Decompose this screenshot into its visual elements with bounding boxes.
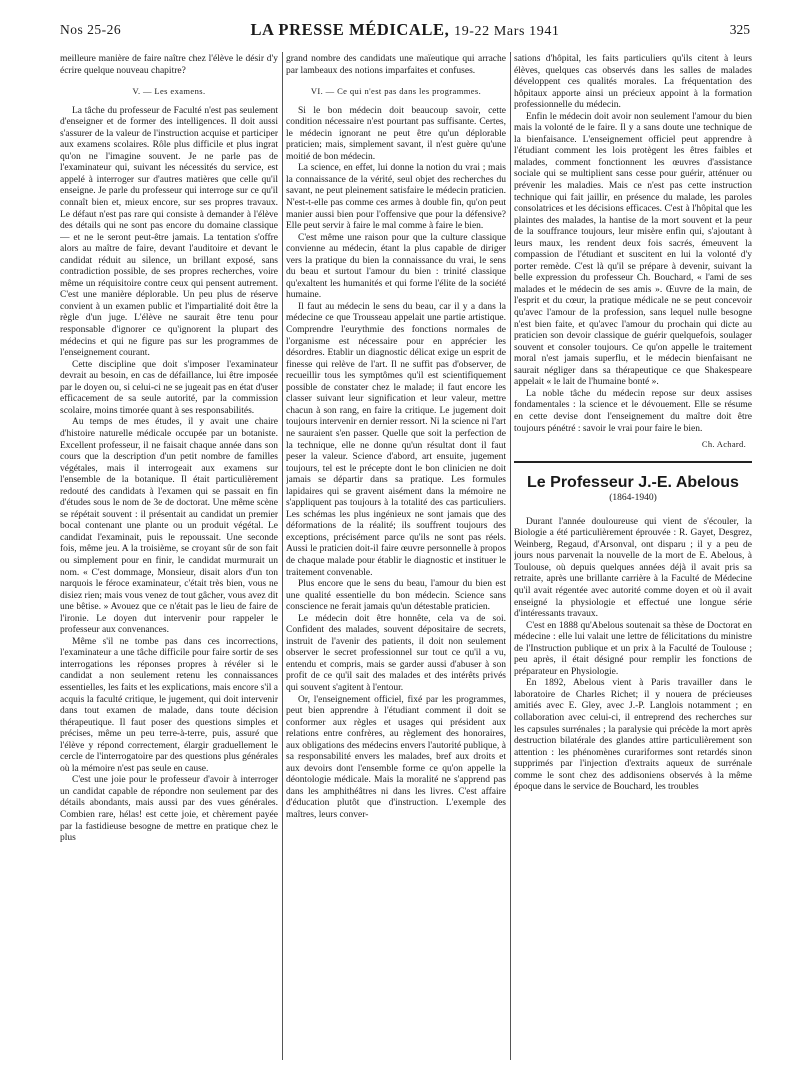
paragraph: C'est même une raison pour que la culture classique convienne au médecin, étant la plus capable de diriger vers la pratique du bien la connaissance du vrai, le sens du beau et surtout l'amour du bien : trinité classique qu'exaltent les humanités et qui forme l'élite de la société humaine. (286, 232, 506, 301)
paragraph: Si le bon médecin doit beaucoup savoir, cette condition nécessaire n'est pourtant pas suffisante. Certes, le médecin ignorant ne peut être qu'un déplorable praticien; mais, simplement savant, il n'est guère qu'une moitié de bon médecin. (286, 105, 506, 162)
paragraph: grand nombre des candidats une maïeutique qui arrache par lambeaux des notions imparfaites et confuses. (286, 54, 506, 76)
paragraph: La noble tâche du médecin repose sur deux assises fondamentales : la science et le dévouement. Elle se résume en cette devise dont l'enseignement du maître doit être toujours pénétré : savoir le vrai pour faire le bien. (514, 388, 752, 434)
paragraph: Cette discipline que doit s'imposer l'examinateur devrait au besoin, en cas de défaillance, lui être imposée par le doyen ou, si celui-ci ne se jugeait pas en état d'user efficacement de sa seule autorité, par la commission scolaire, moins timorée quant à ses responsabilités. (60, 359, 278, 416)
journal-title: LA PRESSE MÉDICALE, (250, 20, 450, 39)
issue-dates: 19-22 Mars 1941 (454, 24, 560, 39)
section-heading: VI. — Ce qui n'est pas dans les programmes. (310, 86, 482, 97)
column-1 (60, 54, 278, 1064)
author-signature: Ch. Achard. (701, 439, 746, 450)
journal-header (60, 20, 750, 40)
column-2 (286, 54, 506, 1064)
paragraph: La tâche du professeur de Faculté n'est pas seulement d'enseigner et de former des intelligences. Il doit aussi s'assurer de la valeur de l'instruction acquise et participer aux examens scolaires. Rôle plus difficile et plus ingrat qu'on ne l'imagine souvent. Je ne parle pas de l'examinateur qui, suivant les nécessités du service, est appelé à interroger sur d'autres matières que celle qu'il enseigne. Je parle du professeur qui interroge sur ce qu'il connaît bien et, mieux encore, sur ses propres travaux. Le défaut n'est pas rare qui consiste à demander à l'élève des détails qui ne sont pas encore du domaine classique — et ne le seront peut-être jamais. La tentation s'offre alors au maître de faire, devant l'auditoire et devant le candidat réduit au silence, un brillant exposé, sans contradiction possible, de ses propres recherches, voire même un réquisitoire contre ceux qui pensent autrement. C'est une manière déplorable. Un peu plus de réserve convient à un examen public et l'impartialité doit être la règle d'un juge. L'élève ne saurait être tenu pour responsable d'ignorer ce qu'ignorent la plupart des médecins et qui ne figure pas sur les programmes de l'enseignement courant. (60, 105, 278, 359)
paragraph: C'est une joie pour le professeur d'avoir à interroger un candidat capable de répondre non seulement par des détails abondants, mais aussi par des vues générales. Combien rare, hélas! est cette joie, et chèrement payée par la fastidieuse besogne de mettre en pratique chez le plus (60, 775, 278, 844)
paragraph: Il faut au médecin le sens du beau, car il y a dans la médecine ce que Trousseau appelait une partie artistique. Comprendre l'eurythmie des fonctions normales de l'organisme est nécessaire pour en apprécier les désordres. Etablir un diagnostic délicat exige un esprit de finesse qui relève de l'art. Il ne suffit pas d'observer, de recueillir tous les symptômes qu'il est scientifiquement possible de constater chez le malade; il faut encore les classer suivant leur signification et leur valeur, mettre chacun à son rang, en faire la critique. Le jugement doit toujours intervenir en dernier ressort. Ni la science ni l'art ne sauraient s'en passer. Quelle que soit la perfection de la technique, elle ne donne qu'un résultat dont il faut peser la valeur. Science d'abord, art ensuite, jugement toujours, tel est le précepte dont le bon clinicien ne doit jamais se départir dans sa pratique. Les formules lapidaires qui se gravent aisément dans la mémoire ne s'appliquent pas toujours à la totalité des cas particuliers. Les schémas les plus ingénieux ne sont jamais que des déformations de la réalité; ils souffrent toujours des exceptions, précisément parce qu'ils ne sont pas réels. Aussi le praticien doit-il faire œuvre personnelle à propos de chaque malade pour établir le diagnostic et instituer le traitement convenable. (286, 301, 506, 578)
paragraph: Or, l'enseignement officiel, fixé par les programmes, peut bien apprendre à l'étudiant comment il doit se conformer aux règles et usages qui président aux relations entre confrères, au règlement des honoraires, aux obligations des médecins envers l'autorité publique, à sa responsabilité envers les malades, bref aux droits et aux devoirs dont l'ensemble forme ce qu'on appelle la déontologie médicale. Mais la moralité ne s'apprend pas dans les amphithéâtres ni dans les livres. C'est affaire d'éducation plutôt que d'instruction. L'exemple des maîtres, leurs conver- (286, 694, 506, 820)
section-heading: V. — Les examens. (132, 86, 206, 97)
paragraph: Même s'il ne tombe pas dans ces incorrections, l'examinateur a une tâche difficile pour faire sortir de ses interrogations les réponses propres à révéler si le candidat a non seulement retenu les connaissances essentielles, les faits et les explications, mais encore s'il a acquis la faculté critique, le jugement, qui doit intervenir dans tout examen de malade, dans toute décision thérapeutique. Il faut poser des questions simples et précises, même un peu terre-à-terre, puis, assuré que l'élève y répond correctement, élargir graduellement le cercle de l'interrogatoire par des questions plus générales où la mémoire n'est pas seule en cause. (60, 636, 278, 774)
page-header (60, 20, 750, 40)
paragraph: En 1892, Abelous vient à Paris travailler dans le laboratoire de Charles Richet; il y nouera de précieuses amitiés avec E. Gley, avec J.-P. Langlois notamment ; en collaboration avec celui-ci, il entreprend des recherches sur les capsules surrénales ; la paralysie qui précède la mort après destruction bilatérale des glandes attire particulièrement son attention : les phénomènes curariformes sont retardés sinon supprimés par l'injection d'extraits aqueux de surrénale comme le sont chez des addisoniens observés à la même époque dans le service de Bouchard, les troubles (514, 678, 752, 793)
page-number: 325 (729, 22, 750, 37)
article-title: Le Professeur J.-E. Abelous (527, 473, 739, 491)
column-divider (510, 52, 511, 1060)
article-separator (514, 461, 752, 463)
issue-number: Nos 25-26 (60, 22, 122, 37)
article-subtitle: (1864-1940) (609, 493, 657, 504)
paragraph: La science, en effet, lui donne la notion du vrai ; mais la connaissance de la vérité, seul objet des recherches du savant, ne peut pleinement satisfaire le médecin praticien. N'est-t-elle pas comme ces armes à double fin, qu'on peut manier aussi bien pour l'offensive que pour la défensive? Elle peut servir à faire le mal comme à faire le bien. (286, 163, 506, 232)
column-divider (282, 52, 283, 1060)
paragraph: sations d'hôpital, les faits particuliers qu'ils citent à leurs élèves, quelques cas observés dans les salles de malades développent ces qualités morales. La fréquentation des hôpitaux apporte ainsi un précieux appoint à la formation professionnelle du médecin. (514, 54, 752, 111)
paragraph: Plus encore que le sens du beau, l'amour du bien est une qualité essentielle du bon médecin. Science sans conscience ne ferait jamais qu'un détestable praticien. (286, 579, 506, 613)
paragraph: meilleure manière de faire naître chez l'élève le désir d'y écrire quelque nouveau chapitre? (60, 54, 278, 76)
paragraph: Durant l'année douloureuse qui vient de s'écouler, la Biologie a été particulièrement éprouvée : R. Gayet, Desgrez, Weinberg, Regaud, d'Arsonval, ont disparu ; il y a peu de jours nous parvenait la nouvelle de la mort de E. Abelous, à Toulouse, où depuis quelques années déjà il avait pris sa retraite, après une brillante carrière à la Faculté de Médecine qu'il avait régentée avec autorité comme doyen et où il avait enseigné la physiologie et effectué une longue série d'intéressants travaux. (514, 516, 752, 620)
paragraph: Le médecin doit être honnête, cela va de soi. Confident des malades, souvent dépositaire de secrets, instruit de l'avenir des patients, il doit non seulement observer le secret professionnel sur tout ce qu'il a vu, entendu et compris, mais se garder aussi d'abuser à son profit de ce qu'il sait des malades et des intérêts privés qui souvent s'agitent à l'entour. (286, 613, 506, 693)
paragraph: C'est en 1888 qu'Abelous soutenait sa thèse de Doctorat en médecine : elle lui valait une lettre de félicitations du ministre de l'Instruction publique et un prix à la Faculté de Toulouse ; peu après, il était désigné pour remplir les fonctions de préparateur en Physiologie. (514, 620, 752, 677)
column-3 (514, 54, 752, 1064)
paragraph: Enfin le médecin doit avoir non seulement l'amour du bien mais la volonté de le faire. Il y a sans doute une technique de la bienfaisance. L'enseignement officiel peut apprendre à l'étudiant comment les lois protègent les êtres faibles et malades, comment fonctionnent les œuvres d'assistance sociale qui se multiplient sans cesse pour guérir, atténuer ou prévenir les maladies. Mais ce n'est pas cette instruction technique qui fait jaillir, en présence du malade, les paroles consolatrices et les décisions efficaces. C'est à l'hôpital que les plaintes des malades, la hantise de la mort souvent et la peur de la souffrance toujours, leur misère enfin qui, s'ajoutant à leurs maux, les rendent deux fois sacrés, émeuvent la compassion de l'étudiant et suscitent en lui la volonté d'y porter remède. C'est là qu'il se prépare à devenir, suivant la belle expression du professeur Ch. Bouchard, « l'ami de ses malades et le médecin de ses amis ». Œuvre de la main, de l'esprit et du cœur, la pratique médicale ne se peut concevoir qu'avec l'amour de la profession, sans lequel nulle besogne n'est bien faite, et qu'avec l'amour du prochain qui dicte au praticien son devoir classique de guérir quelquefois, soulager souvent et consoler toujours. Ce qu'on appelle le traitement moral n'est jamais superflu, et le médecin bienfaisant ne saurait négliger dans sa thérapeutique ce que Shakespeare appelait « le lait de l'humaine bonté ». (514, 111, 752, 388)
paragraph: Au temps de mes études, il y avait une chaire d'histoire naturelle médicale occupée par un botaniste. Excellent professeur, il ne faisait chaque année dans son cours que la description d'un petit nombre de familles végétales, mais il interrogeait aux examens sur l'ensemble de la botanique. Il était particulièrement redouté des candidats à l'examen qui se passait en fin d'études sous le nom de 3e de doctorat. Une même scène se répétait souvent : il présentait au candidat un premier bocal contenant une plante ou un produit végétal. Le candidat l'examinait, puis le repoussait. Une seconde fois, même jeu. A la troisième, se croyant sûr de son fait ou simplement pour en finir, le candidat murmurait un nom. « C'est dommage, Monsieur, disait alors d'un ton narquois le féroce examinateur, c'était très bien, vous ne disiez rien; mais vous venez de tout gâcher, vous avez dit une bêtise. » Avouez que ce n'était pas le lieu de faire de l'ironie. Le doyen dut intervenir pour rappeler le professeur aux convenances. (60, 417, 278, 636)
